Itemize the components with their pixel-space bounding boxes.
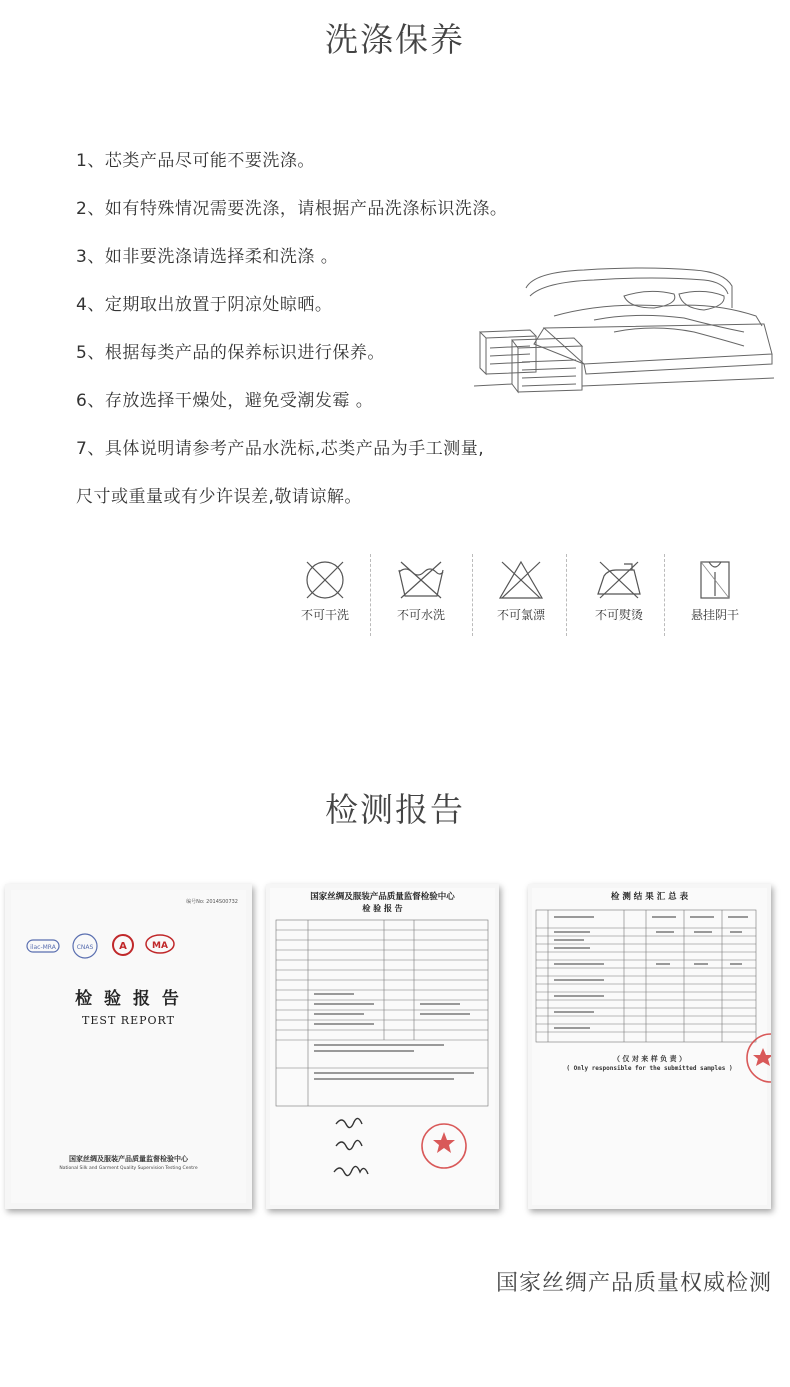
cma-logo-text: MA [152,941,168,951]
care-icon-label: 不可氯漂 [496,608,545,622]
report-number: 编号No: 2014S00732 [186,899,238,905]
results-notice-cn: （ 仅 对 来 样 负 责 ） [612,1055,687,1063]
care-line-7: 7、具体说明请参考产品水洗标,芯类产品为手工测量, [76,439,485,459]
report-cover-document [5,884,252,1209]
results-summary-table [534,908,760,1048]
care-icon-label: 不可干洗 [300,608,349,622]
care-icon-5 [666,552,764,642]
report-cover-org-en: National Silk and Garment Quality Supervision Testing Centre [59,1166,198,1171]
care-line-8: 尺寸或重量或有少许误差,敬请谅解。 [76,487,362,507]
report-cover-subtitle: TEST REPORT [82,1014,175,1027]
results-summary-document [528,884,771,1209]
care-icon-4 [570,552,668,642]
report-title: 检测报告 [325,790,465,829]
line-dry-shade-icon [695,558,735,602]
report-footer-caption: 国家丝绸产品质量权威检测 [495,1271,772,1296]
care-icon-3 [472,552,570,642]
care-line-2: 2、如有特殊情况需要洗涤，请根据产品洗涤标识洗涤。 [76,199,508,219]
care-icon-label: 不可水洗 [396,608,445,622]
cnas-logo-text: CNAS [76,944,94,951]
red-seal-stamp [741,1028,771,1088]
no-bleach-icon [496,558,546,602]
ilac-logo-text: ilac-MRA [30,944,56,951]
bed-sketch-illustration [474,236,778,396]
certification-logos [25,932,241,962]
care-icon-label: 悬挂阴干 [690,608,739,622]
report-detail-table [274,918,492,1198]
care-line-3: 3、如非要洗涤请选择柔和洗涤 。 [76,247,339,267]
report-detail-org: 国家丝绸及服装产品质量监督检验中心 [310,892,455,902]
report-cover-title: 检 验 报 告 [75,989,182,1009]
report-detail-document [266,884,499,1209]
care-line-1: 1、芯类产品尽可能不要洗涤。 [76,151,315,171]
care-line-5: 5、根据每类产品的保养标识进行保养。 [76,343,385,363]
results-summary-title: 检 测 结 果 汇 总 表 [610,892,689,902]
care-icons-row [276,552,772,642]
care-icon-2 [372,552,470,642]
no-dry-clean-icon [302,558,348,602]
care-title: 洗涤保养 [325,20,465,59]
results-notice-en: ( Only responsible for the submitted samples ) [566,1065,733,1072]
care-line-4: 4、定期取出放置于阴凉处晾晒。 [76,295,333,315]
care-icon-label: 不可熨烫 [594,608,643,622]
report-cover-org: 国家丝绸及服装产品质量监督检验中心 [69,1155,188,1163]
no-wash-icon [395,558,447,602]
cal-logo-text: A [119,941,127,952]
care-icon-1 [276,552,374,642]
care-line-6: 6、存放选择干燥处，避免受潮发霉 。 [76,391,374,411]
report-detail-title: 检 验 报 告 [362,904,403,913]
no-iron-icon [594,558,644,602]
